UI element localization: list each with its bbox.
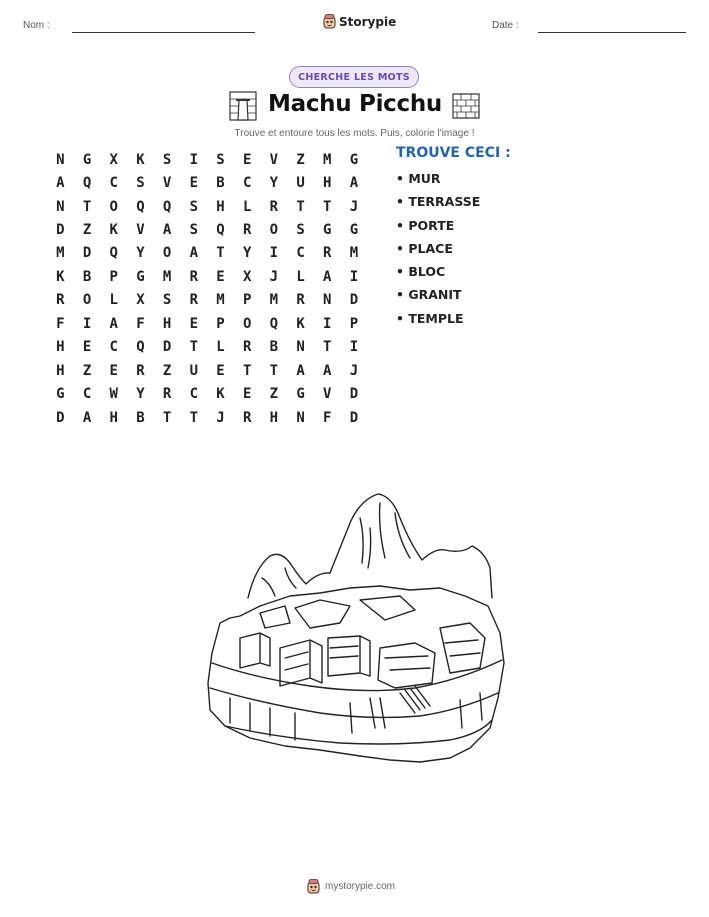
grid-letter[interactable]: Z bbox=[82, 362, 92, 379]
grid-letter[interactable]: I bbox=[349, 339, 359, 356]
grid-letter[interactable]: H bbox=[56, 362, 65, 379]
grid-letter[interactable]: G bbox=[323, 222, 332, 239]
storypie-mascot-icon bbox=[307, 879, 320, 894]
grid-letter[interactable]: M bbox=[216, 292, 225, 309]
word-item: • GRANIT bbox=[396, 287, 480, 310]
date-label: Date : bbox=[492, 20, 519, 31]
grid-letter[interactable]: I bbox=[323, 315, 332, 332]
instructions: Trouve et entoure tous les mots. Puis, colorie l'image ! bbox=[234, 128, 475, 139]
grid-letter[interactable]: Z bbox=[162, 362, 172, 379]
grid-letter[interactable]: F bbox=[56, 315, 65, 332]
grid-letter[interactable]: C bbox=[82, 386, 92, 403]
grid-letter[interactable]: J bbox=[349, 198, 359, 215]
grid-letter[interactable]: D bbox=[82, 245, 92, 262]
grid-letter[interactable]: T bbox=[269, 362, 279, 379]
grid-letter[interactable]: A bbox=[323, 268, 332, 285]
grid-row bbox=[47, 171, 367, 194]
grid-letter[interactable]: Z bbox=[269, 386, 279, 403]
grid-letter[interactable]: E bbox=[109, 362, 118, 379]
grid-letter[interactable]: G bbox=[349, 222, 359, 239]
grid-letter[interactable]: V bbox=[323, 386, 332, 403]
grid-letter[interactable]: N bbox=[296, 409, 305, 426]
grid-letter[interactable]: R bbox=[136, 362, 145, 379]
grid-letter[interactable]: Q bbox=[136, 198, 145, 215]
grid-letter[interactable]: G bbox=[56, 386, 65, 403]
grid-letter[interactable]: R bbox=[242, 409, 252, 426]
grid-letter[interactable]: B bbox=[216, 175, 225, 192]
grid-letter[interactable]: P bbox=[349, 315, 359, 332]
grid-letter[interactable]: F bbox=[323, 409, 332, 426]
grid-letter[interactable]: Z bbox=[296, 151, 305, 168]
page-title: Machu Picchu bbox=[268, 91, 442, 117]
grid-letter[interactable]: E bbox=[189, 175, 198, 192]
stone-wall-icon bbox=[452, 93, 480, 119]
grid-letter[interactable]: Y bbox=[269, 175, 279, 192]
grid-letter[interactable]: H bbox=[269, 409, 279, 426]
stone-doorway-icon bbox=[229, 91, 257, 121]
grid-letter[interactable]: K bbox=[216, 386, 225, 403]
grid-letter[interactable]: M bbox=[56, 245, 65, 262]
grid-letter[interactable]: T bbox=[162, 409, 172, 426]
grid-letter[interactable]: M bbox=[269, 292, 279, 309]
word-item: • BLOC bbox=[396, 264, 480, 287]
grid-letter[interactable]: O bbox=[269, 222, 279, 239]
grid-letter[interactable]: J bbox=[349, 362, 359, 379]
grid-letter[interactable]: A bbox=[56, 175, 65, 192]
grid-letter[interactable]: J bbox=[269, 268, 279, 285]
grid-row bbox=[47, 195, 367, 218]
grid-letter[interactable]: E bbox=[216, 268, 225, 285]
date-line bbox=[538, 32, 686, 33]
grid-letter[interactable]: I bbox=[189, 151, 198, 168]
grid-letter[interactable]: I bbox=[269, 245, 279, 262]
grid-letter[interactable]: D bbox=[162, 339, 172, 356]
grid-letter[interactable]: A bbox=[162, 222, 172, 239]
brand-name: Storypie bbox=[339, 14, 397, 29]
grid-letter[interactable]: Z bbox=[82, 222, 92, 239]
grid-letter[interactable]: M bbox=[162, 268, 172, 285]
grid-letter[interactable]: I bbox=[349, 268, 359, 285]
grid-letter[interactable]: B bbox=[136, 409, 145, 426]
grid-letter[interactable]: F bbox=[136, 315, 145, 332]
grid-letter[interactable]: Q bbox=[109, 245, 118, 262]
grid-letter[interactable]: Q bbox=[82, 175, 92, 192]
grid-letter[interactable]: O bbox=[242, 315, 252, 332]
grid-letter[interactable]: K bbox=[296, 315, 305, 332]
grid-letter[interactable]: J bbox=[216, 409, 225, 426]
grid-letter[interactable]: N bbox=[56, 151, 65, 168]
grid-letter[interactable]: Y bbox=[242, 245, 252, 262]
grid-letter[interactable]: Q bbox=[136, 339, 145, 356]
grid-letter[interactable]: D bbox=[56, 409, 65, 426]
grid-letter[interactable]: Q bbox=[269, 315, 279, 332]
grid-letter[interactable]: X bbox=[109, 151, 118, 168]
grid-letter[interactable]: G bbox=[296, 386, 305, 403]
grid-letter[interactable]: L bbox=[216, 339, 225, 356]
grid-letter[interactable]: K bbox=[136, 151, 145, 168]
grid-row bbox=[47, 406, 367, 429]
grid-letter[interactable]: N bbox=[296, 339, 305, 356]
grid-letter[interactable]: N bbox=[56, 198, 65, 215]
machu-picchu-coloring-illustration bbox=[200, 488, 510, 768]
word-list bbox=[396, 171, 480, 334]
grid-letter[interactable]: A bbox=[189, 245, 198, 262]
grid-letter[interactable]: C bbox=[296, 245, 305, 262]
grid-letter[interactable]: Y bbox=[136, 245, 145, 262]
grid-letter[interactable]: P bbox=[242, 292, 252, 309]
grid-letter[interactable]: M bbox=[323, 151, 332, 168]
grid-letter[interactable]: T bbox=[296, 198, 305, 215]
grid-row bbox=[47, 148, 367, 171]
grid-letter[interactable]: G bbox=[136, 268, 145, 285]
footer bbox=[307, 879, 395, 894]
grid-letter[interactable]: R bbox=[242, 339, 252, 356]
grid-letter[interactable]: N bbox=[323, 292, 332, 309]
footer-url: mystorypie.com bbox=[325, 881, 396, 892]
grid-letter[interactable]: A bbox=[349, 175, 359, 192]
word-item: • PLACE bbox=[396, 241, 480, 264]
grid-letter[interactable]: R bbox=[296, 292, 305, 309]
grid-letter[interactable]: R bbox=[56, 292, 65, 309]
grid-row bbox=[47, 218, 367, 241]
grid-row bbox=[47, 242, 367, 265]
grid-letter[interactable]: D bbox=[349, 292, 359, 309]
grid-letter[interactable]: H bbox=[56, 339, 65, 356]
grid-letter[interactable]: D bbox=[349, 409, 359, 426]
grid-row bbox=[47, 359, 367, 382]
grid-letter[interactable]: P bbox=[216, 315, 225, 332]
word-item: • MUR bbox=[396, 171, 480, 194]
grid-letter[interactable]: D bbox=[56, 222, 65, 239]
grid-letter[interactable]: R bbox=[189, 268, 198, 285]
grid-row bbox=[47, 289, 367, 312]
name-label: Nom : bbox=[23, 20, 50, 31]
grid-letter[interactable]: M bbox=[349, 245, 359, 262]
grid-letter[interactable]: G bbox=[82, 151, 92, 168]
grid-row bbox=[47, 312, 367, 335]
grid-letter[interactable]: S bbox=[162, 151, 172, 168]
grid-letter[interactable]: L bbox=[109, 292, 118, 309]
word-item: • TERRASSE bbox=[396, 194, 480, 217]
grid-letter[interactable]: S bbox=[189, 198, 198, 215]
grid-letter[interactable]: T bbox=[242, 362, 252, 379]
grid-letter[interactable]: O bbox=[109, 198, 118, 215]
brand bbox=[323, 14, 396, 29]
grid-letter[interactable]: C bbox=[242, 175, 252, 192]
grid-letter[interactable]: R bbox=[269, 198, 279, 215]
grid-letter[interactable]: R bbox=[242, 222, 252, 239]
grid-letter[interactable]: S bbox=[296, 222, 305, 239]
grid-letter[interactable]: V bbox=[269, 151, 279, 168]
grid-letter[interactable]: K bbox=[109, 222, 118, 239]
grid-letter[interactable]: H bbox=[109, 409, 118, 426]
grid-letter[interactable]: R bbox=[162, 386, 172, 403]
grid-letter[interactable]: R bbox=[323, 245, 332, 262]
grid-letter[interactable]: T bbox=[323, 198, 332, 215]
grid-letter[interactable]: K bbox=[56, 268, 65, 285]
grid-letter[interactable]: H bbox=[216, 198, 225, 215]
grid-row bbox=[47, 336, 367, 359]
grid-letter[interactable]: T bbox=[82, 198, 92, 215]
grid-letter[interactable]: C bbox=[109, 175, 118, 192]
grid-letter[interactable]: T bbox=[216, 245, 225, 262]
grid-letter[interactable]: S bbox=[162, 292, 172, 309]
grid-letter[interactable]: T bbox=[189, 339, 198, 356]
grid-letter[interactable]: A bbox=[109, 315, 118, 332]
grid-letter[interactable]: C bbox=[189, 386, 198, 403]
grid-row bbox=[47, 265, 367, 288]
grid-letter[interactable]: P bbox=[109, 268, 118, 285]
grid-letter[interactable]: O bbox=[162, 245, 172, 262]
storypie-mascot-icon bbox=[323, 14, 336, 29]
grid-letter[interactable]: B bbox=[269, 339, 279, 356]
grid-letter[interactable]: E bbox=[242, 151, 252, 168]
grid-letter[interactable]: V bbox=[136, 222, 145, 239]
grid-letter[interactable]: S bbox=[216, 151, 225, 168]
grid-letter[interactable]: D bbox=[349, 386, 359, 403]
grid-letter[interactable]: V bbox=[162, 175, 172, 192]
grid-letter[interactable]: A bbox=[323, 362, 332, 379]
grid-letter[interactable]: U bbox=[189, 362, 198, 379]
grid-letter[interactable]: A bbox=[296, 362, 305, 379]
grid-letter[interactable]: L bbox=[242, 198, 252, 215]
grid-letter[interactable]: G bbox=[349, 151, 359, 168]
word-item: • PORTE bbox=[396, 218, 480, 241]
grid-letter[interactable]: S bbox=[189, 222, 198, 239]
word-search-grid bbox=[47, 148, 367, 429]
word-item: • TEMPLE bbox=[396, 311, 480, 334]
name-line bbox=[72, 32, 255, 33]
grid-letter[interactable]: Q bbox=[162, 198, 172, 215]
grid-letter[interactable]: H bbox=[162, 315, 172, 332]
grid-letter[interactable]: Q bbox=[216, 222, 225, 239]
grid-letter[interactable]: X bbox=[136, 292, 145, 309]
grid-letter[interactable]: B bbox=[82, 268, 92, 285]
grid-letter[interactable]: C bbox=[109, 339, 118, 356]
word-list-title: TROUVE CECI : bbox=[396, 145, 511, 161]
grid-letter[interactable]: S bbox=[136, 175, 145, 192]
grid-letter[interactable]: R bbox=[189, 292, 198, 309]
grid-letter[interactable]: I bbox=[82, 315, 92, 332]
grid-letter[interactable]: O bbox=[82, 292, 92, 309]
grid-letter[interactable]: Y bbox=[136, 386, 145, 403]
grid-letter[interactable]: A bbox=[82, 409, 92, 426]
grid-letter[interactable]: E bbox=[216, 362, 225, 379]
grid-letter[interactable]: X bbox=[242, 268, 252, 285]
category-badge: CHERCHE LES MOTS bbox=[289, 66, 419, 88]
grid-letter[interactable]: E bbox=[242, 386, 252, 403]
grid-letter[interactable]: L bbox=[296, 268, 305, 285]
grid-row bbox=[47, 382, 367, 405]
grid-letter[interactable]: T bbox=[323, 339, 332, 356]
grid-letter[interactable]: W bbox=[109, 386, 118, 403]
grid-letter[interactable]: U bbox=[296, 175, 305, 192]
grid-letter[interactable]: H bbox=[323, 175, 332, 192]
grid-letter[interactable]: T bbox=[189, 409, 198, 426]
grid-letter[interactable]: E bbox=[82, 339, 92, 356]
grid-letter[interactable]: E bbox=[189, 315, 198, 332]
